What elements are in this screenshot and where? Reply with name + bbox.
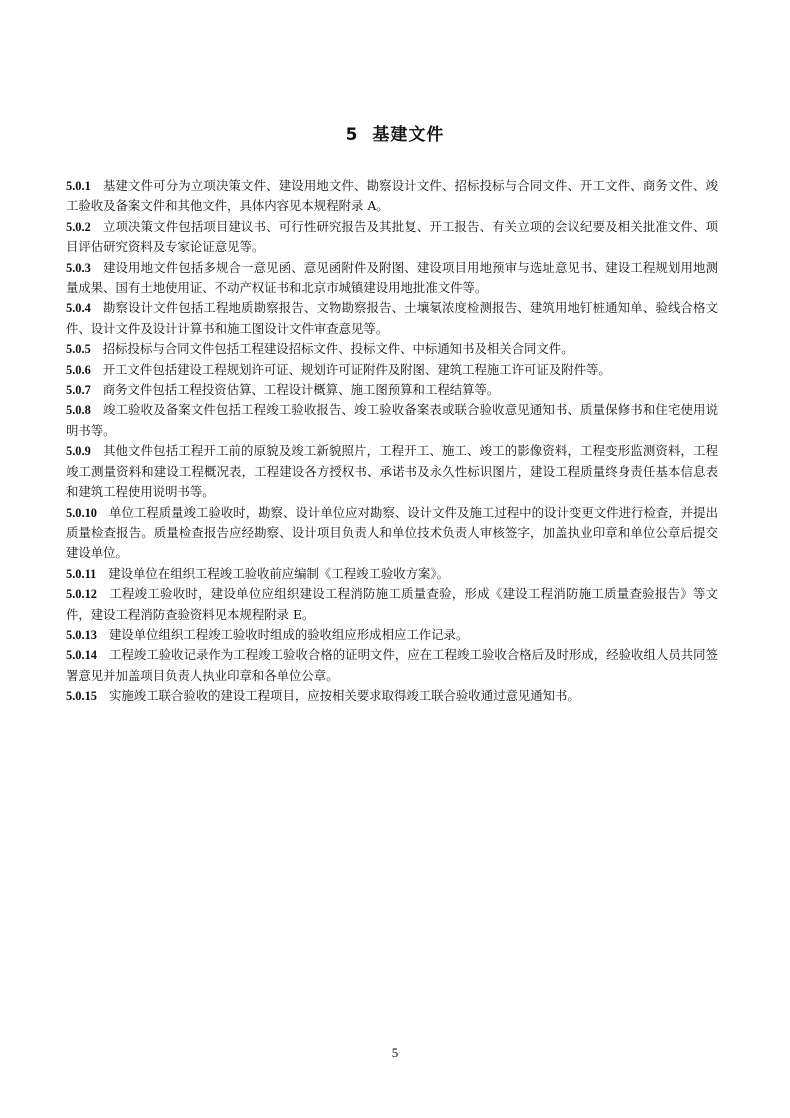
clause-number: 5.0.3 (66, 260, 91, 275)
clause-number: 5.0.7 (66, 383, 91, 398)
clause-5-0-4 (66, 298, 718, 339)
clause-number: 5.0.9 (66, 444, 91, 459)
clause-number: 5.0.2 (66, 219, 91, 234)
clause-text: 建设单位在组织工程竣工验收前应编制《工程竣工验收方案》。 (108, 565, 450, 581)
clause-text: 建设单位组织工程竣工验收时组成的验收组应形成相应工作记录。 (108, 626, 469, 642)
clause-5-0-5 (66, 339, 718, 359)
clause-5-0-11 (66, 564, 718, 584)
chapter-title (0, 120, 790, 145)
clause-5-0-15 (66, 686, 718, 706)
clause-text: 实施竣工联合验收的建设工程项目，应按相关要求取得竣工联合验收通过意见通知书。 (108, 688, 580, 704)
clause-5-0-7 (66, 380, 718, 400)
clause-text: 招标投标与合同文件包括工程建设招标文件、投标文件、中标通知书及相关合同文件。 (102, 341, 574, 357)
clause-number: 5.0.5 (66, 342, 91, 357)
clause-text: 勘察设计文件包括工程地质勘察报告、文物勘察报告、土壤氡浓度检测报告、建筑用地钉桩通知单、验线合格文件、设计文件及设计计算书和施工图设计文件审查意见等。 (66, 300, 718, 336)
clause-number: 5.0.12 (66, 587, 97, 602)
clause-text: 工程竣工验收时，建设单位应组织建设工程消防施工质量查验，形成《建设工程消防施工质量查验报告》等文件，建设工程消防查验资料见本规程附录 E。 (66, 586, 718, 622)
clause-5-0-14 (66, 645, 718, 686)
clause-5-0-1 (66, 176, 718, 217)
clause-number: 5.0.13 (66, 627, 97, 642)
clause-number: 5.0.1 (66, 179, 91, 193)
clause-list (66, 176, 718, 707)
clause-5-0-10 (66, 503, 718, 564)
clause-5-0-8 (66, 400, 718, 441)
clause-5-0-3 (66, 258, 718, 299)
clause-number: 5.0.10 (66, 505, 97, 520)
clause-number: 5.0.6 (66, 362, 91, 377)
clause-text: 建设用地文件包括多规合一意见函、意见函附件及附图、建设项目用地预审与选址意见书、建设工程规划用地测量成果、国有土地使用证、不动产权证书和北京市城镇建设用地批准文件等。 (66, 259, 718, 296)
clause-text: 工程竣工验收记录作为工程竣工验收合格的证明文件，应在工程竣工验收合格后及时形成，经验收组人员共同签署意见并加盖项目负责人执业印章和各单位公章。 (66, 647, 718, 683)
clause-number: 5.0.4 (66, 301, 91, 316)
page-number: 5 (391, 1045, 399, 1060)
clause-text: 基建文件可分为立项决策文件、建设用地文件、勘察设计文件、招标投标与合同文件、开工文件、商务文件、竣工验收及备案文件和其他文件，具体内容见本规程附录 A。 (66, 178, 718, 214)
clause-number: 5.0.8 (66, 403, 91, 418)
clause-5-0-13 (66, 625, 718, 645)
clause-number: 5.0.15 (66, 689, 97, 704)
chapter-number: 5 (345, 125, 359, 145)
clause-number: 5.0.11 (66, 566, 97, 581)
clause-5-0-9 (66, 441, 718, 502)
clause-5-0-6 (66, 360, 718, 380)
clause-text: 单位工程质量竣工验收时，勘察、设计单位应对勘察、设计文件及施工过程中的设计变更文件进行检查，并提出质量检查报告。质量检查报告应经勘察、设计项目负责人和单位技术负责人审核签字，加盖执业印章和单位公章后提交建设单位。 (66, 504, 718, 561)
chapter-title-text: 基建文件 (372, 125, 445, 145)
clause-text: 立项决策文件包括项目建议书、可行性研究报告及其批复、开工报告、有关立项的会议纪要及相关批准文件、项目评估研究资料及专家论证意见等。 (66, 218, 718, 255)
clause-text: 商务文件包括工程投资估算、工程设计概算、施工图预算和工程结算等。 (102, 382, 500, 398)
clause-text: 开工文件包括建设工程规划许可证、规划许可证附件及附图、建筑工程施工许可证及附件等。 (102, 361, 611, 377)
clause-text: 竣工验收及备案文件包括工程竣工验收报告、竣工验收备案表或联合验收意见通知书、质量保修书和住宅使用说明书等。 (66, 402, 718, 438)
clause-text: 其他文件包括工程开工前的原貌及竣工新貌照片，工程开工、施工、竣工的影像资料，工程变形监测资料，工程竣工测量资料和建设工程概况表，工程建设各方授权书、承诺书及永久性标识图片，建设工程质量终身责任基本信息表和建筑工程使用说明书等。 (66, 443, 718, 500)
clause-5-0-12 (66, 584, 718, 625)
clause-5-0-2 (66, 217, 718, 258)
clause-number: 5.0.14 (66, 648, 97, 663)
